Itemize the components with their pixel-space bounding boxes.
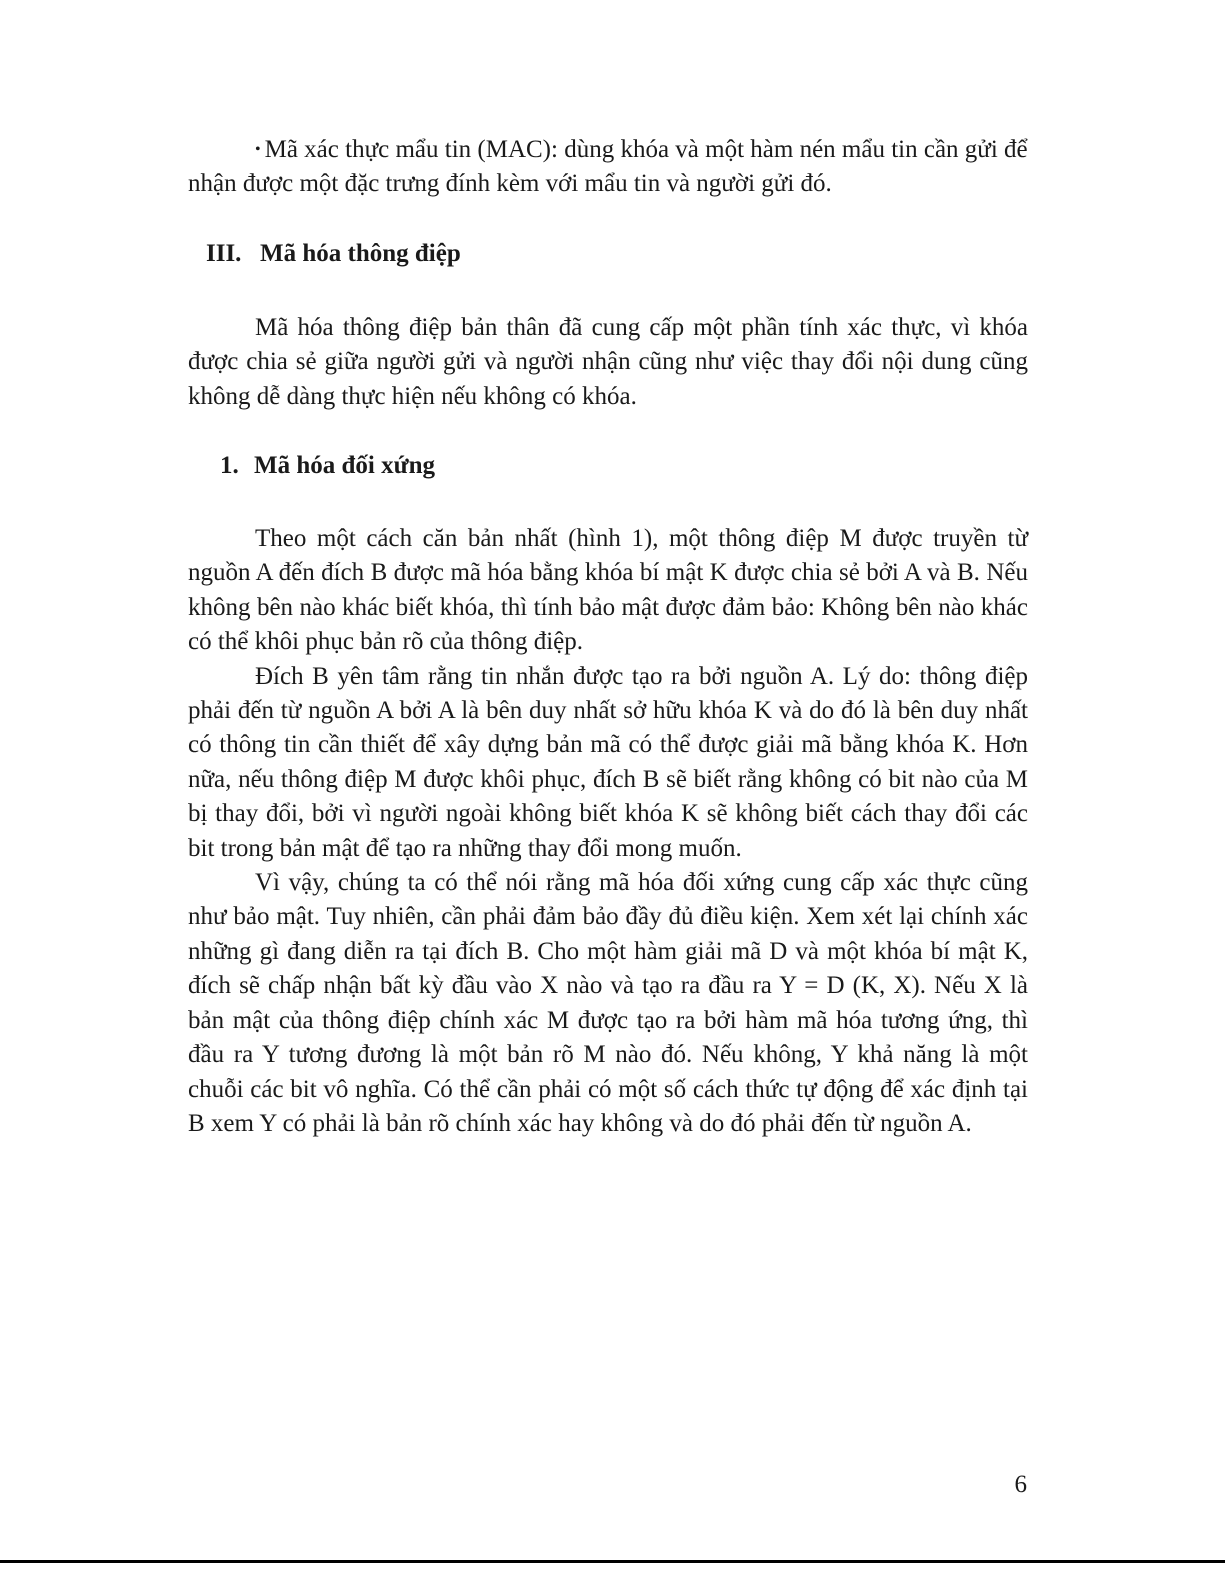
subsection-heading <box>220 449 1060 483</box>
section-number: III. <box>206 240 242 267</box>
section-title: Mã hóa thông điệp <box>260 240 461 267</box>
paragraph: Đích B yên tâm rằng tin nhắn được tạo ra bởi nguồn A. Lý do: thông điệp phải đến từ nguồn A bởi A là bên duy nhất sở hữu khóa K và do đó là bên duy nhất có thông tin cần thiết để xây dựng bản mã có thể được giải mã bằng khóa K. Hơn nữa, nếu thông điệp M được khôi phục, đích B sẽ biết rằng không có bit nào của M bị thay đổi, bởi vì người ngoài không biết khóa K sẽ không biết cách thay đổi các bit trong bản mật để tạo ra những thay đổi mong muốn. <box>188 662 1028 862</box>
bullet-marker: • <box>255 141 261 158</box>
bullet-mac <box>188 133 1028 202</box>
page-bottom-border <box>0 1560 1225 1563</box>
page-number: 6 <box>1014 1471 1027 1498</box>
section-heading <box>206 237 1046 271</box>
subsection-number: 1. <box>220 452 239 479</box>
subsection-title: Mã hóa đối xứng <box>254 452 436 479</box>
subsection-body <box>188 522 1028 1141</box>
bullet-text: Mã xác thực mẩu tin (MAC): dùng khóa và một hàm nén mẩu tin cần gửi để nhận được một đặc trưng đính kèm với mẩu tin và người gửi đó. <box>188 136 1028 198</box>
paragraph: Vì vậy, chúng ta có thể nói rằng mã hóa đối xứng cung cấp xác thực cũng như bảo mật. Tuy nhiên, cần phải đảm bảo đầy đủ điều kiện. Xem xét lại chính xác những gì đang diễn ra tại đích B. Cho một hàm giải mã D và một khóa bí mật K, đích sẽ chấp nhận bất kỳ đầu vào X nào và tạo ra đầu ra Y = D (K, X). Nếu X là bản mật của thông điệp chính xác M được tạo ra bởi hàm mã hóa tương ứng, thì đầu ra Y tương đương là một bản rõ M nào đó. Nếu không, Y khả năng là một chuỗi các bit vô nghĩa. Có thể cần phải có một số cách thức tự động để xác định tại B xem Y có phải là bản rõ chính xác hay không và do đó phải đến từ nguồn A. <box>188 869 1028 1137</box>
paragraph: Theo một cách căn bản nhất (hình 1), một thông điệp M được truyền từ nguồn A đến đích B được mã hóa bằng khóa bí mật K được chia sẻ bởi A và B. Nếu không bên nào khác biết khóa, thì tính bảo mật được đảm bảo: Không bên nào khác có thể khôi phục bản rõ của thông điệp. <box>188 525 1028 656</box>
section-intro <box>188 311 1028 414</box>
section-intro-text: Mã hóa thông điệp bản thân đã cung cấp một phần tính xác thực, vì khóa được chia sẻ giữa người gửi và người nhận cũng như việc thay đổi nội dung cũng không dễ dàng thực hiện nếu không có khóa. <box>188 314 1028 410</box>
